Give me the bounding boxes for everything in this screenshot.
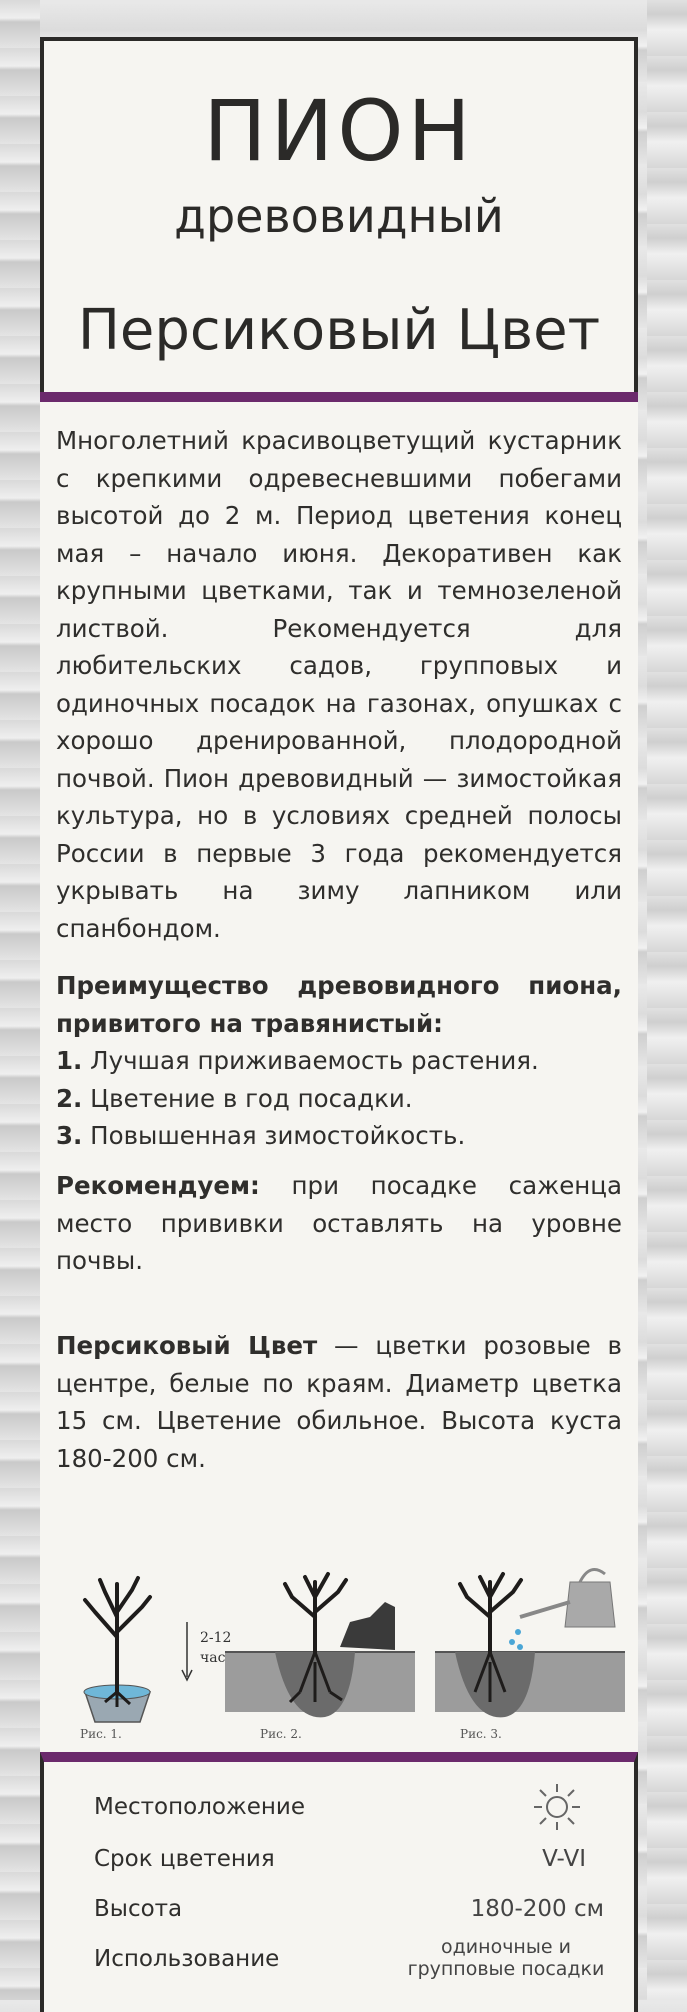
- variety-name: Персиковый Цвет: [77, 298, 601, 363]
- wood-background-left: [0, 0, 40, 2000]
- advantages-title: Преимущество древовидного пиона, привитого на травянистый:: [56, 971, 622, 1038]
- wood-background-right: [647, 0, 687, 2000]
- figure-caption: Рис. 1.: [80, 1727, 122, 1741]
- recommendation-text: при посадке саженца место прививки оставлять на уровне почвы.: [56, 1171, 622, 1275]
- spec-value-bloom: V-VI: [542, 1846, 586, 1872]
- variety-label: Персиковый Цвет: [56, 1331, 318, 1360]
- spec-label-height: Высота: [94, 1896, 183, 1922]
- recommendation-label: Рекомендуем:: [56, 1171, 260, 1200]
- specs-panel: [40, 1752, 638, 2012]
- svg-text:час: час: [200, 1650, 226, 1666]
- spec-label-usage: Использование: [94, 1946, 280, 1972]
- description-panel: [40, 392, 638, 1752]
- recommendation: [56, 1167, 622, 1280]
- svg-text:2-12: 2-12: [200, 1630, 232, 1646]
- planting-illustrations: [50, 1542, 630, 1742]
- spec-value-height: 180-200 см: [470, 1896, 604, 1922]
- planting-soil-icon: [225, 1574, 415, 1717]
- tree-in-bucket-icon: [84, 1578, 150, 1722]
- spec-label-location: Местоположение: [94, 1794, 305, 1820]
- spec-value-usage: одиночные и групповые посадки: [407, 1936, 605, 1980]
- title-box: [40, 37, 638, 392]
- product-name: ПИОН: [203, 82, 475, 180]
- variety-text: — цветки розовые в центре, белые по краям. Диаметр цветка 15 см. Цветение обильное. Высота куста 180-200 см.: [56, 1331, 622, 1473]
- planting-diagram: [50, 1542, 630, 1742]
- watering-icon: [435, 1570, 625, 1718]
- advantages-block: [56, 967, 622, 1155]
- description-text: Многолетний красивоцветущий кустарник с крепкими одревесневшими побегами высотой до 2 м. Период цветения конец мая – начало июня. Декоративен как крупными цветками, так и темнозеленой листвой. Рекомендуется для любительских садов, групповых и одиночных посадок на газонах, опушках с хорошо дренированной, плодородной почвой. Пион древовидный — зимостойкая культура, но в условиях средней полосы России в первые 3 года рекомендуется укрывать на зиму лапником или спанбондом.: [56, 426, 622, 943]
- variety-description: [56, 1327, 622, 1477]
- sun-icon: [532, 1782, 582, 1832]
- figure-caption: Рис. 3.: [460, 1727, 502, 1741]
- advantage-item: 2. Цветение в год посадки.: [56, 1083, 413, 1113]
- figure-caption: Рис. 2.: [260, 1727, 302, 1741]
- product-type: древовидный: [174, 189, 504, 243]
- spec-label-bloom: Срок цветения: [94, 1846, 275, 1872]
- advantage-item: 1. Лучшая приживаемость растения.: [56, 1046, 539, 1075]
- boot-icon: [340, 1602, 395, 1650]
- advantage-item: 3. Повышенная зимостойкость.: [56, 1121, 466, 1150]
